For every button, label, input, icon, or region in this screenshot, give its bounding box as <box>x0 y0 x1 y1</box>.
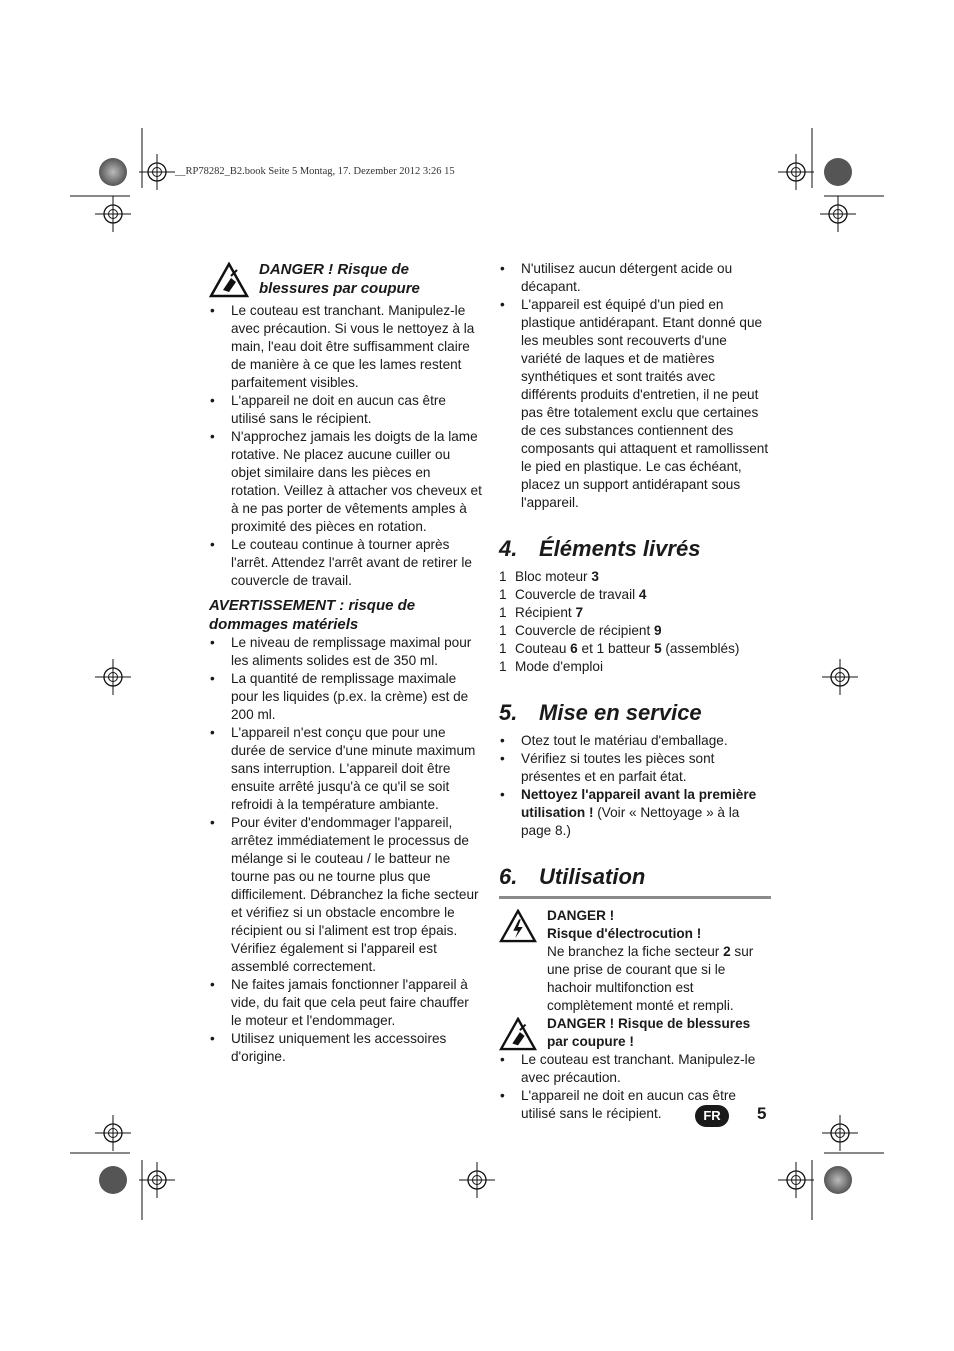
right-column <box>499 260 771 1123</box>
danger-cut-title: DANGER ! Risque de blessures par coupure <box>259 261 420 297</box>
danger-cut-list <box>209 302 483 590</box>
list-item: • La quantité de remplissage maximale pour les liquides (p.ex. la crème) est de 200 ml. <box>209 670 483 724</box>
section-heading-5: 5. Mise en service <box>499 700 702 725</box>
list-item: • Le couteau est tranchant. Manipulez-le avec précaution. Si vous le nettoyez à la main, l'eau doit être suffisamment claire de manière à ce que les lames restent parfaitement visibles. <box>209 302 483 392</box>
list-item: • Le niveau de remplissage maximal pour les aliments solides est de 350 ml. <box>209 634 483 670</box>
list-item: 1 Couvercle de travail 4 <box>499 587 647 602</box>
electric-hazard-icon <box>499 909 537 943</box>
cut-hazard-icon <box>209 262 249 298</box>
list-item: • N'approchez jamais les doigts de la lame rotative. Ne placez aucune cuiller ou objet similaire dans les pièces en rotation. Veillez à attacher vos cheveux et à ne pas porter de vêtements amples à proximité des pièces en rotation. <box>209 428 483 536</box>
warning-title: AVERTISSEMENT : risque de dommages matériels <box>209 597 416 633</box>
danger-electric-text: Ne branchez la fiche secteur 2 sur une prise de courant que si le hachoir multifonction est complètement monté et rempli. <box>547 944 754 1013</box>
section-rule <box>499 896 771 899</box>
parts-list <box>499 568 771 676</box>
section-heading-6: 6. Utilisation <box>499 864 646 889</box>
list-item: • N'utilisez aucun détergent acide ou décapant. <box>499 260 771 296</box>
list-item: 1 Couvercle de récipient 9 <box>499 623 662 638</box>
danger-cut-block-2 <box>499 1015 771 1051</box>
care-list <box>499 260 771 512</box>
language-badge: FR <box>695 1105 729 1127</box>
list-item: • Ne faites jamais fonctionner l'appareil à vide, du fait que cela peut faire chauffer le moteur et l'endommager. <box>209 976 483 1030</box>
list-item: 1 Récipient 7 <box>499 605 584 620</box>
list-item: • Otez tout le matériau d'emballage. <box>499 732 771 750</box>
list-item: • L'appareil n'est conçu que pour une durée de service d'une minute maximum sans interruption. L'appareil doit être ensuite arrêté jusqu'à ce qu'il se soit refroidi à la température ambiante. <box>209 724 483 814</box>
list-item: • Nettoyez l'appareil avant la première utilisation ! (Voir « Nettoyage » à la page 8.) <box>499 786 771 840</box>
print-file-info: __RP78282_B2.book Seite 5 Montag, 17. Dezember 2012 3:26 15 <box>175 166 455 177</box>
section-heading-4: 4. Éléments livrés <box>499 536 701 561</box>
danger-electric-block <box>499 907 771 1015</box>
danger-cut-block <box>209 260 483 302</box>
list-item: • Pour éviter d'endommager l'appareil, arrêtez immédiatement le processus de mélange si le couteau / le batteur ne tourne pas ou ne tourne plus que difficilement. Débranchez la fiche secteur et vérifiez si un obstacle encombre le récipient ou si l'aliment est trop épais. Vérifiez également si l'appareil est assemblé correctement. <box>209 814 483 976</box>
danger-electric-subtitle: Risque d'électrocution ! <box>547 926 702 941</box>
list-item: • Utilisez uniquement les accessoires d'origine. <box>209 1030 483 1066</box>
list-item: • L'appareil ne doit en aucun cas être utilisé sans le récipient. <box>499 1087 771 1123</box>
page-number: 5 <box>757 1104 767 1123</box>
list-item: • Vérifiez si toutes les pièces sont présentes et en parfait état. <box>499 750 771 786</box>
setup-list <box>499 732 771 840</box>
warning-list <box>209 634 483 1066</box>
danger-electric-title: DANGER ! <box>547 908 615 923</box>
list-item: 1 Mode d'emploi <box>499 659 603 674</box>
list-item: 1 Bloc moteur 3 <box>499 569 599 584</box>
danger-cut-title-2: DANGER ! Risque de blessures par coupure ! <box>547 1016 751 1049</box>
list-item: • L'appareil ne doit en aucun cas être utilisé sans le récipient. <box>209 392 483 428</box>
left-column <box>209 260 483 1066</box>
list-item: • Le couteau continue à tourner après l'arrêt. Attendez l'arrêt avant de retirer le couvercle de travail. <box>209 536 483 590</box>
cut-list <box>499 1051 771 1123</box>
cut-hazard-icon <box>499 1017 537 1051</box>
list-item: • Le couteau est tranchant. Manipulez-le avec précaution. <box>499 1051 771 1087</box>
list-item: 1 Couteau 6 et 1 batteur 5 (assemblés) <box>499 641 740 656</box>
list-item: • L'appareil est équipé d'un pied en plastique antidérapant. Etant donné que les meubles sont recouverts d'une variété de laques et de matières synthétiques et sont traités avec différents produits d'entretien, il ne peut pas être totalement exclu que certaines de ces substances contiennent des composants qui attaquent et ramollissent le pied en plastique. Le cas échéant, placez un support antidérapant sous l'appareil. <box>499 296 771 512</box>
